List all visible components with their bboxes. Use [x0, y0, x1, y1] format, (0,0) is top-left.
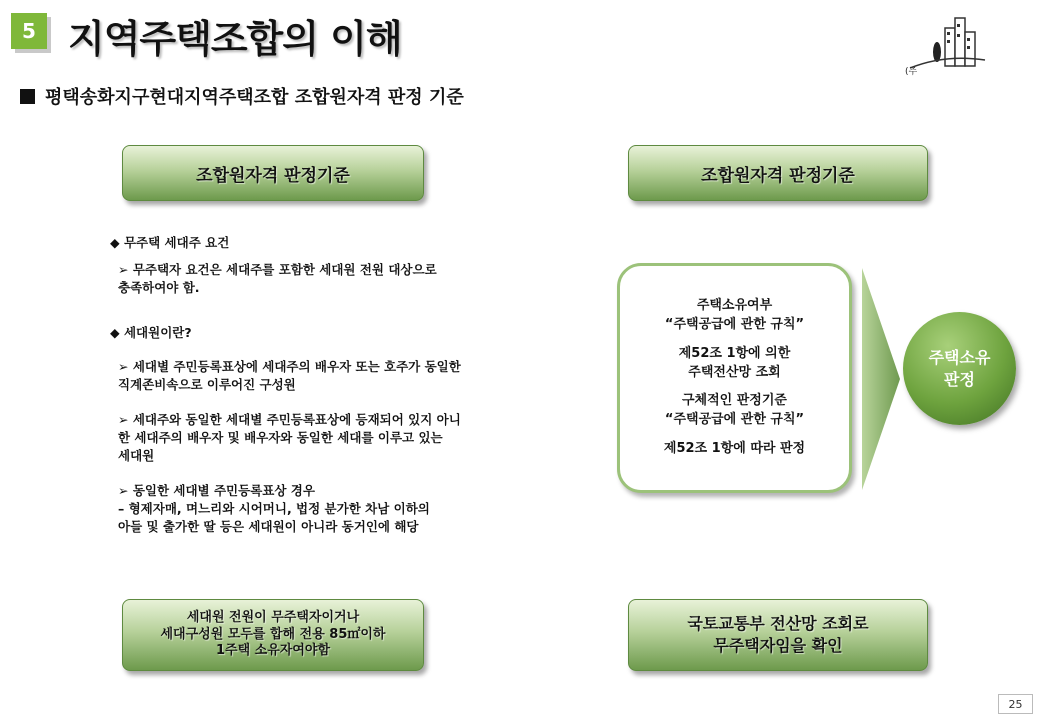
section-number: 5	[22, 19, 36, 43]
bullet-household-definition-1: ➢ 세대별 주민등록표상에 세대주의 배우자 또는 호주가 동일한 직계존비속으로 이루어진 구성원	[118, 359, 461, 393]
arrow-right-icon	[862, 268, 900, 490]
right-panel-footer	[628, 599, 928, 671]
right-panel-header: 조합원자격 판정기준	[628, 145, 928, 201]
left-panel-header: 조합원자격 판정기준	[122, 145, 424, 201]
bullet-household-definition-2: ➢ 세대주와 동일한 세대별 주민등록표상에 등재되어 있지 아니 한 세대주의 배우자 및 배우자와 동일한 세대를 이루고 있는 세대원	[118, 412, 461, 464]
criteria-item: 주택소유여부 “주택공급에 관한 규칙”	[664, 298, 805, 332]
result-circle: 주택소유 판정	[903, 312, 1016, 425]
left-panel-footer-text: 세대원 전원이 무주택자이거나 세대구성원 모두를 합해 전용 85㎡이하 1주택 소유자여야함	[160, 609, 386, 659]
bullet-homeless-requirement: ➢ 무주택자 요건은 세대주를 포함한 세대원 전원 대상으로 충족하여야 함.	[118, 262, 437, 296]
left-panel-footer	[122, 599, 424, 671]
criteria-box	[617, 263, 852, 493]
logo-text: (주	[905, 67, 918, 77]
square-bullet-icon	[20, 89, 35, 104]
section-heading-text: 평택송화지구현대지역주택조합 조합원자격 판정 기준	[45, 87, 464, 108]
heading-household-member: ◆ 세대원이란?	[110, 325, 192, 340]
section-number-badge	[11, 13, 47, 49]
page-number: 25	[998, 694, 1033, 714]
right-panel-footer-text: 국토교통부 전산망 조회로 무주택자임을 확인	[687, 614, 869, 655]
bullet-household-exceptions: ➢ 동일한 세대별 주민등록표상 경우 – 형제자매, 며느리와 시어머니, 법정 분가한 차남 이하의 아들 및 출가한 딸 등은 세대원이 아니라 동거인에 해당	[118, 483, 430, 535]
criteria-item: 구체적인 판정기준 “주택공급에 관한 규칙”	[664, 393, 805, 428]
section-heading	[20, 83, 464, 109]
criteria-item: 제52조 1항에 의한 주택전산망 조회	[678, 345, 791, 380]
heading-homeless-requirement: ◆ 무주택 세대주 요건	[110, 235, 230, 250]
page-title: 지역주택조합의 이해	[68, 17, 402, 61]
criteria-item: 제52조 1항에 따라 판정	[663, 441, 806, 457]
